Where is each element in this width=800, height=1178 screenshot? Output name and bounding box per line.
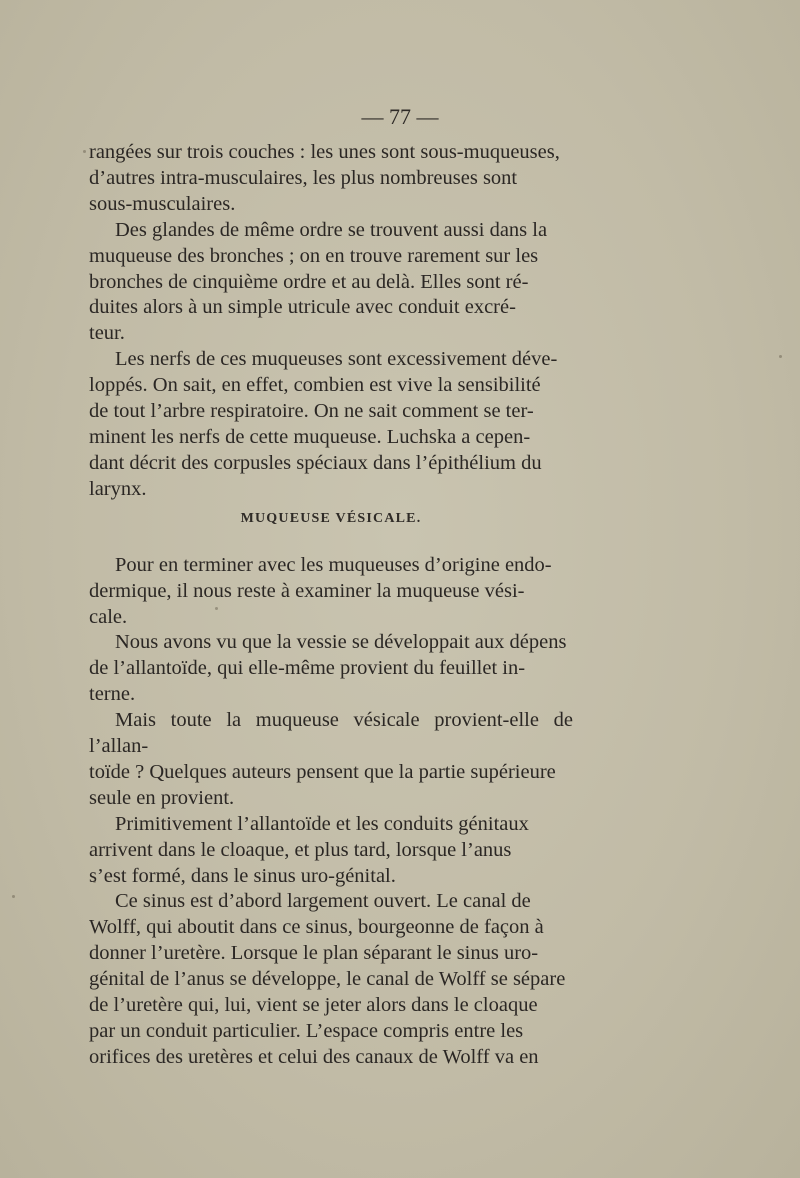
paper-speck <box>779 355 782 358</box>
paragraph: Primitivement l’allantoïde et les conduits génitaux arrivent dans le cloaque, et plus tard, lorsque l’anus s’est formé, dans le sinus uro-génital. <box>89 812 529 887</box>
section-heading: MUQUEUSE VÉSICALE. <box>240 510 422 526</box>
page-number: — 77 — <box>361 104 439 129</box>
paragraph: Ce sinus est d’abord largement ouvert. Le canal de Wolff, qui aboutit dans ce sinus, bourgeonne de façon à donner l’uretère. Lorsque le plan séparant le sinus uro- génital de l’anus se développe, le canal de Wolff se sépare de l’uretère qui, lui, vient se jeter alors dans le cloaque par un conduit particulier. L’espace compris entre les orifices des uretères et celui des canaux de Wolff va en <box>89 890 566 1068</box>
paragraph: Pour en terminer avec les muqueuses d’origine endo- dermique, il nous reste à examiner la muqueuse vési- cale. <box>89 553 552 628</box>
body-text <box>89 140 573 1071</box>
paragraph: Nous avons vu que la vessie se développait aux dépens de l’allantoïde, qui elle-même provient du feuillet in- terne. <box>89 631 567 706</box>
paper-speck <box>83 150 86 153</box>
paragraph: Mais toute la muqueuse vésicale provient-elle de l’allan- toïde ? Quelques auteurs pensent que la partie supérieure seule en provient. <box>89 709 573 809</box>
paper-speck <box>12 895 15 898</box>
paragraph: rangées sur trois couches : les unes sont sous-muqueuses, d’autres intra-musculaires, les plus nombreuses sont sous-musculaires. <box>89 141 560 215</box>
paragraph: Les nerfs de ces muqueuses sont excessivement déve- loppés. On sait, en effet, combien est vive la sensibilité de tout l’arbre respiratoire. On ne sait comment se ter- minent les nerfs de cette muqueuse. Luchska a cepen- dant décrit des corpusles spéciaux dans l’épithélium du larynx. <box>89 348 558 500</box>
paragraph: Des glandes de même ordre se trouvent aussi dans la muqueuse des bronches ; on en trouve rarement sur les bronches de cinquième ordre et au delà. Elles sont ré- duites alors à un simple utricule avec conduit excré- teur. <box>89 218 548 345</box>
